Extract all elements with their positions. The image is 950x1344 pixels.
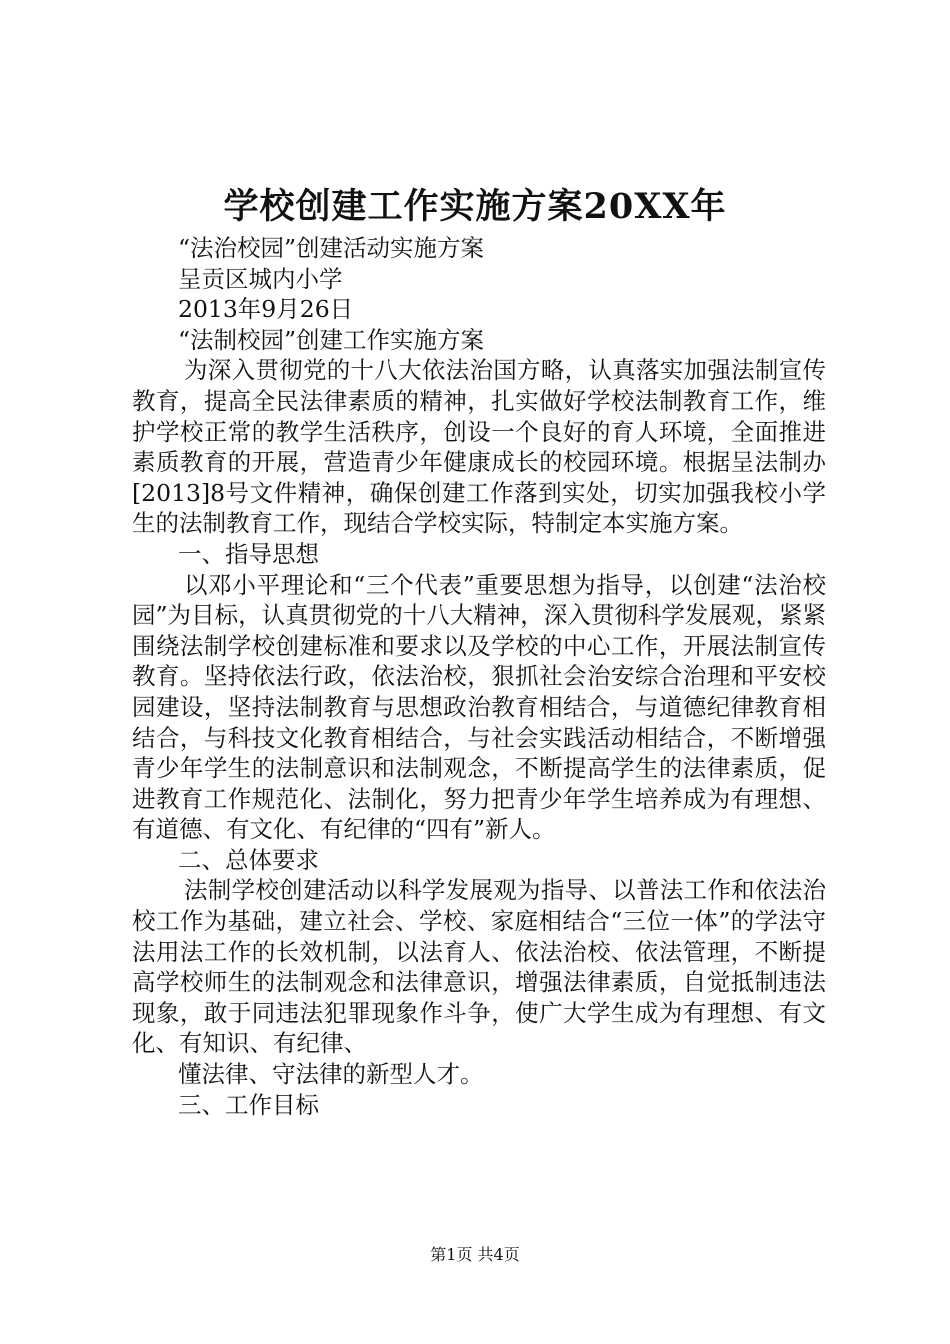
page-number-footer: 第1页 共4页 [430,1245,520,1264]
document-date: 2013年9月26日 [178,295,354,324]
subtitle-legal-campus: “法制校园”创建工作实施方案 [178,325,485,354]
school-name: 呈贡区城内小学 [178,264,343,293]
document-body [132,233,826,1120]
heading-general-requirements: 二、总体要求 [178,845,319,874]
paragraph-intro: 为深入贯彻党的十八大依法治国方略，认真落实加强法制宣传教育，提高全民法律素质的精神，扎实做好学校法制教育工作，维护学校正常的教学生活秩序，创设一个良好的育人环境，全面推进素质教育的开展，营造青少年健康成长的校园环境。根据呈法制办[2013]8号文件精神，确保创建工作落到实处，切实加强我校小学生的法制教育工作，现结合学校实际，特制定本实施方案。 [132,356,826,538]
heading-guiding-thought: 一、指导思想 [178,539,319,568]
document-title: 学校创建工作实施方案20XX年 [223,186,727,227]
subtitle-rule-of-law-campus: “法治校园”创建活动实施方案 [178,234,485,262]
paragraph-general-requirements-continued: 懂法律、守法律的新型人才。 [178,1060,484,1089]
paragraph-guiding-thought: 以邓小平理论和“三个代表”重要思想为指导，以创建“法治校园”为目标，认真贯彻党的十八大精神，深入贯彻科学发展观，紧紧围绕法制学校创建标准和要求以及学校的中心工作，开展法制宣传教育。坚持依法行政，依法治校，狠抓社会治安综合治理和平安校园建设，坚持法制教育与思想政治教育相结合，与道德纪律教育相结合，与科技文化教育相结合，与社会实践活动相结合，不断增强青少年学生的法制意识和法制观念，不断提高学生的法律素质，促进教育工作规范化、法制化，努力把青少年学生培养成为有理想、有道德、有文化、有纪律的“四有”新人。 [132,570,826,844]
paragraph-general-requirements: 法制学校创建活动以科学发展观为指导、以普法工作和依法治校工作为基础，建立社会、学校、家庭相结合“三位一体”的学法守法用法工作的长效机制，以法育人、依法治校、依法管理，不断提高学校师生的法制观念和法律意识，增强法律素质，自觉抵制违法现象，敢于同违法犯罪现象作斗争，使广大学生成为有理想、有文化、有知识、有纪律、 [132,876,826,1058]
heading-work-goals: 三、工作目标 [178,1090,319,1119]
